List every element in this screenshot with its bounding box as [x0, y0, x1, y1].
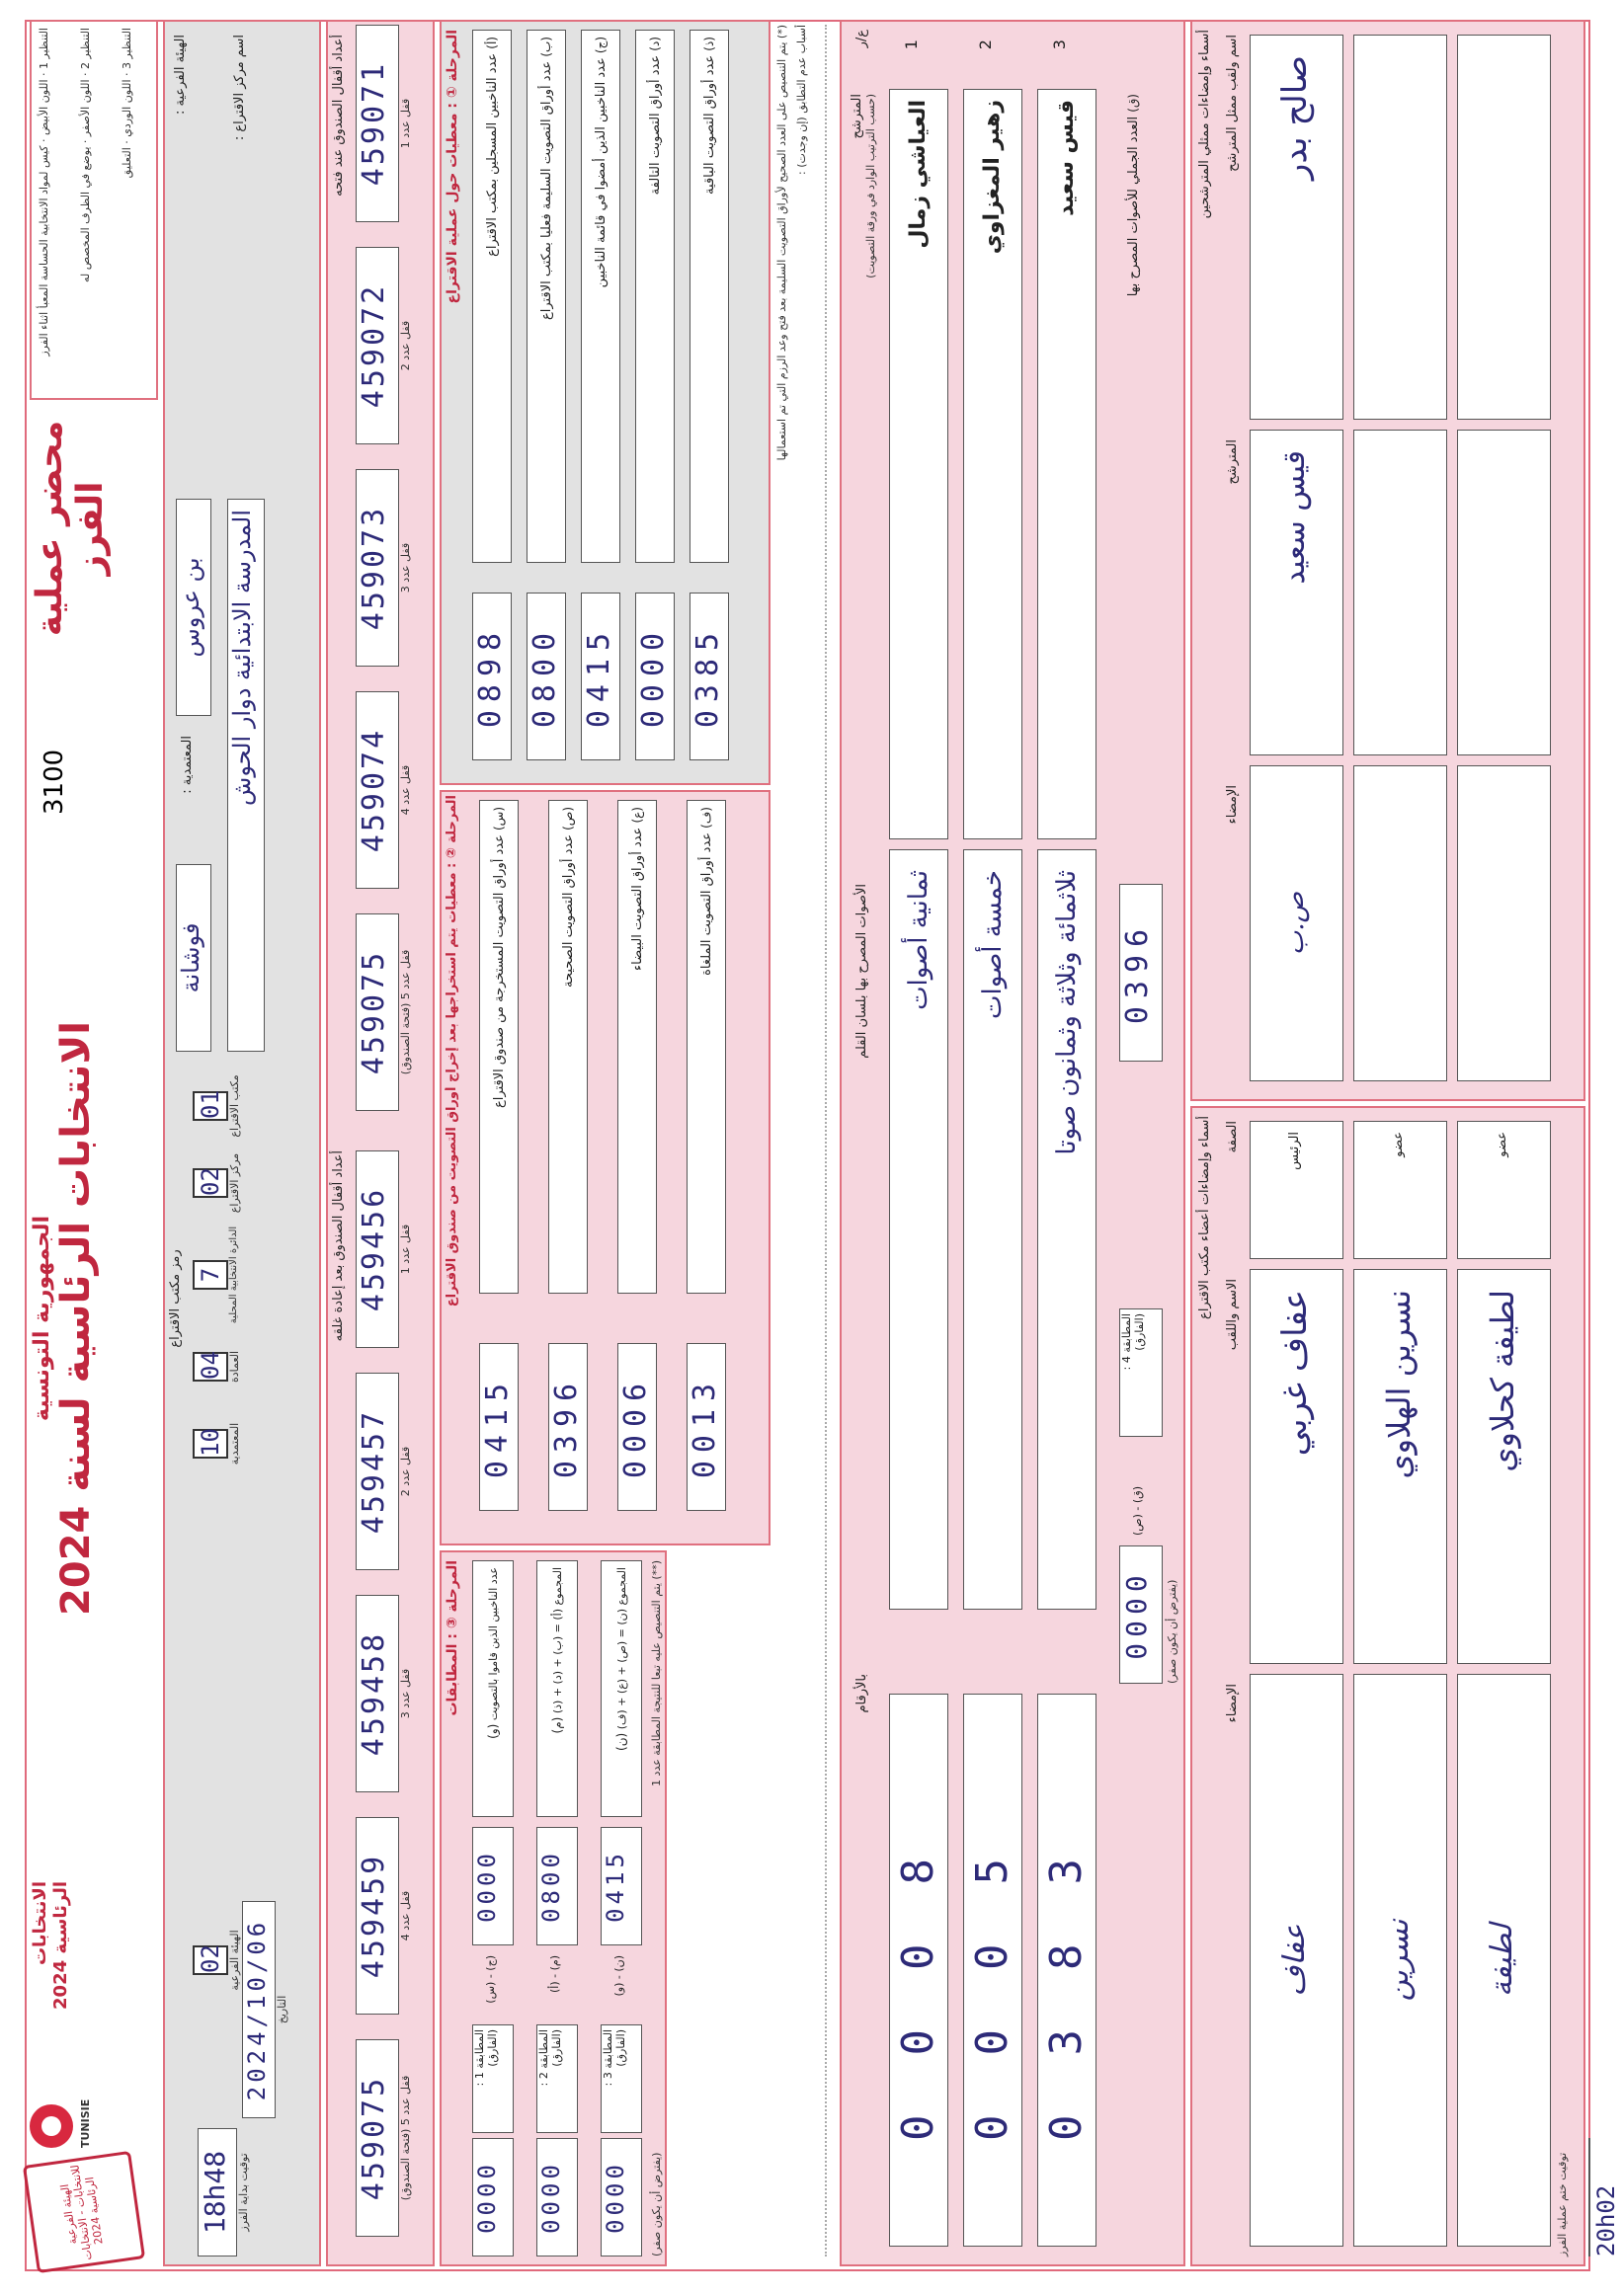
result-rank-1: 1 — [902, 40, 921, 50]
seal-before-1: 459071 — [356, 25, 399, 222]
seals-after-label: أعداد أقفال الصندوق بعد إعادة غلقه — [331, 1150, 346, 1342]
rep-candidate-2 — [1353, 430, 1447, 755]
office-code-label: رمز مكتب الاقتراع — [168, 1249, 183, 1348]
result-rank-2: 2 — [976, 40, 995, 50]
stage2-row-s: (س) عدد أوراق التصويت المستخرجة من صندوق الاقتراع — [479, 800, 519, 1294]
seals-before-label: أعداد أقفال الصندوق عند فتحه — [331, 35, 346, 197]
stage3-match-3: المطابقة 3 : (الفارق) — [601, 2024, 642, 2133]
off-role-2: عضو — [1353, 1121, 1447, 1259]
rep-candidate-3 — [1457, 430, 1551, 755]
date-box — [242, 1901, 288, 2118]
rep-signature-2 — [1353, 765, 1447, 1081]
seal-label-1: قفل عدد 1 — [399, 98, 412, 149]
elections-logo: الانتخابات الرئاسية 2024 — [30, 1881, 71, 2010]
stage1-value-a: 0898 — [472, 593, 512, 760]
date-label: التاريخ — [276, 1995, 288, 2024]
seals-after: 459456 قفل عدد 1 459457 قفل عدد 2 459458 قفل عدد 3 459459 قفل عدد 4 459075 قفل عدد 5 (فتحة الصندوق) — [356, 1150, 430, 2256]
stage3-rows — [472, 1560, 660, 2256]
rep-name-header: اسم ولقب ممثل المترشح — [1225, 35, 1240, 172]
stage2-title: المرحلة ② : معطيات يتم استخراجها بعد إخراج أوراق التصويت من صندوق الاقتراع — [445, 795, 459, 1307]
rep-name-3 — [1457, 35, 1551, 420]
code-imada-label: العمادة — [228, 1350, 241, 1384]
regional-value: بن عروس — [176, 499, 211, 716]
reasons-separator — [825, 25, 827, 2256]
rep-sig-header: الإمضاء — [1225, 785, 1240, 825]
stage1-rows — [472, 30, 759, 770]
stage3-row-3-label: المجموع (ن) = (ص) + (ع) + (ف) (ن) — [601, 1560, 642, 1817]
seal-after-2: 459457 — [356, 1373, 399, 1570]
code-regional: 02 — [193, 1945, 228, 1975]
code-district: 7 — [193, 1260, 228, 1290]
stage3-row-1-label: عدد الناخبين الذين قاموا بالتصويت (و) — [472, 1560, 514, 1817]
stage2-value-ayn: 0006 — [617, 1343, 657, 1511]
code-delegation: 10 — [193, 1429, 228, 1459]
match4-note: (يفترض أن يكون صفر) — [1166, 1579, 1178, 1684]
off-signature-3: لطيفة — [1457, 1674, 1551, 2247]
rep-candidate-1: قيس سعيد — [1250, 430, 1343, 755]
seal-after-4: 459459 — [356, 1817, 399, 2015]
result-votes-2: 0005 — [963, 1694, 1022, 2247]
result-words-1: ثمانية أصوات — [889, 849, 948, 1610]
stage3-side-note: (يفترض أن يكون صفر) — [650, 2152, 663, 2256]
end-time-box — [1556, 2059, 1569, 2256]
stage1-value-d: 0000 — [635, 593, 675, 760]
result-name-3: قيس سعيد — [1037, 89, 1096, 839]
stage3-formula-3: (و) - (ن) — [612, 1955, 625, 1997]
total-value: 0396 — [1119, 884, 1163, 1062]
words-header: الأصوات المصرح بها بلسان القلم — [854, 884, 869, 1059]
stage1-note: (*) يتم التنصيص على العدد الصحيح لأوراق التصويت السليمة بعد فتح وعد الرزم التي تم استعمالها — [775, 25, 788, 461]
seal-after-1: 459456 — [356, 1150, 399, 1348]
seal-label-5: قفل عدد 5 (فتحة الصندوق) — [399, 949, 412, 1075]
form-title: محضر عملية الفرز — [30, 420, 111, 637]
code-district-label: الدائرة الانتخابية المحلية — [228, 1226, 239, 1324]
rep-signature-3 — [1457, 765, 1551, 1081]
end-time-label: توقيت ختم عملية الفرز — [1556, 2152, 1569, 2256]
rep-signature-1: ص.ب — [1250, 765, 1343, 1081]
seals-before — [356, 25, 430, 1131]
stage1-row-b: (ب) عدد أوراق التصويت السليمة فعليا بمكتب الاقتراع — [527, 30, 566, 563]
results-rows — [884, 30, 1111, 2256]
stage3-match-2: المطابقة 2 : (الفارق) — [536, 2024, 578, 2133]
center-label: اسم مركز الاقتراع : — [232, 35, 247, 141]
result-name-2: زهير المغزاوي — [963, 89, 1022, 839]
seal-before-3: 459073 — [356, 469, 399, 667]
stage3-value-1: 0000 — [472, 1827, 514, 1945]
code-office: 01 — [193, 1091, 228, 1121]
off-name-1: عفاف غربي — [1250, 1269, 1343, 1664]
stage3-title: المرحلة ③ : المطابقات — [445, 1560, 460, 1716]
code-regional-label: الهيئة الفرعية — [228, 1930, 241, 1991]
off-name-2: نسرين الهلاوي — [1353, 1269, 1447, 1664]
stage1-row-c: (ج) عدد الناخبين الذين أمضوا في قائمة الناخبين — [581, 30, 620, 563]
seal-label-2: قفل عدد 2 — [399, 320, 412, 371]
stage2-row-sad: (ص) عدد أوراق التصويت الصحيحة — [548, 800, 588, 1294]
stage3-match-1: المطابقة 1 : (الفارق) — [472, 2024, 514, 2133]
seal-before-2: 459072 — [356, 247, 399, 444]
stage2-row-ayn: (ع) عدد أوراق التصويت البيضاء — [617, 800, 657, 1294]
match4-label: المطابقة 4 : (الفارق) — [1119, 1308, 1163, 1437]
result-words-3: ثلاثمائة وثلاثة وثمانون صوتا — [1037, 849, 1096, 1610]
rank-header: ع/ر — [854, 30, 869, 48]
start-time-value: 18h48 — [198, 2128, 237, 2256]
code-center: 02 — [193, 1168, 228, 1198]
seal-after-3: 459458 — [356, 1595, 399, 1792]
stage3-value-3: 0415 — [601, 1827, 642, 1945]
stage3-note: (**) يتم التنصيص عليه تبعا للنتيجة المطابقة عدد 1 — [650, 1560, 663, 1786]
code-office-label: مكتب الاقتراع — [228, 1074, 241, 1138]
header-titles — [30, 775, 99, 1861]
code-imada: 04 — [193, 1352, 228, 1382]
result-votes-1: 0008 — [889, 1694, 948, 2247]
result-words-2: خمسة أصوات — [963, 849, 1022, 1610]
stage2-rows — [479, 800, 756, 1531]
digits-header: بالأرقام — [854, 1674, 869, 1713]
stamp-text: الهيئة الفرعية للانتخابات - الانتخابات الرئاسية 2024 — [57, 2164, 106, 2261]
start-time-box — [198, 2128, 250, 2256]
stage1-value-e: 0385 — [690, 593, 729, 760]
country-title: الجمهورية التونسية — [30, 1215, 54, 1422]
rep-candidate-header: المترشح — [1225, 439, 1240, 485]
off-role-1: الرئيس — [1250, 1121, 1343, 1259]
representatives-title: أسماء وإمضاءات ممثلي المترشحين — [1197, 30, 1212, 219]
seal-before-5: 459075 — [356, 913, 399, 1111]
stage1-value-c: 0415 — [581, 593, 620, 760]
off-name-header: الاسم واللقب — [1225, 1279, 1240, 1351]
off-signature-1: عفاف — [1250, 1674, 1343, 2247]
rep-name-1: صالح بدر — [1250, 35, 1343, 420]
code-regional-box — [193, 1901, 241, 2019]
off-role-3: عضو — [1457, 1121, 1551, 1259]
regional-label: الهيئة الفرعية : — [173, 35, 188, 115]
match4-value: 0000 — [1119, 1545, 1163, 1684]
tunisia-flag-icon — [30, 2104, 73, 2148]
legend-row-2: التنظير 2 · اللون الأصفر · يوضع في الظرف المخصص له — [79, 28, 92, 282]
seal-label-4: قفل عدد 4 — [399, 764, 412, 816]
reasons-label: أسباب عدم التطابق (إن وجدت) : — [795, 25, 808, 175]
seal-after-5: 459075 — [356, 2039, 399, 2237]
result-rank-3: 3 — [1050, 40, 1069, 50]
rep-name-2 — [1353, 35, 1447, 420]
total-label: (ق) العدد الجملي للأصوات المصرح بها — [1126, 94, 1141, 297]
stage3-formula-1: (س) - (ج) — [484, 1955, 497, 2004]
municipality-value: فوشانة — [176, 864, 211, 1052]
stage3-side-2: 0000 — [536, 2138, 578, 2256]
date-value: 2024/10/06 — [242, 1901, 276, 2118]
off-signature-2: نسرين — [1353, 1674, 1447, 2247]
stage1-title: المرحلة ① : معطيات حول عملية الاقتراع — [445, 30, 460, 304]
stage2-row-fa: (ف) عدد أوراق التصويت الملغاة — [687, 800, 726, 1294]
stage2-value-s: 0415 — [479, 1343, 519, 1511]
seal-label-3: قفل عدد 3 — [399, 542, 412, 594]
match4-formula: (ص) - (ق) — [1131, 1486, 1144, 1536]
off-sig-header: الإمضاء — [1225, 1684, 1240, 1723]
center-value: المدرسة الابتدائية دوار الحوش — [227, 499, 265, 1052]
stage1-row-d: (د) عدد أوراق التصويت التالفة — [635, 30, 675, 563]
stage1-row-e: (ذ) عدد أوراق التصويت الباقية — [690, 30, 729, 563]
end-time-line — [1588, 2138, 1590, 2256]
stage3-row-2-label: المجموع (أ) = (ب) + (د) + (ذ) (م) — [536, 1560, 578, 1817]
code-delegation-label: المعتمدية — [228, 1422, 241, 1465]
officials-title: أسماء وإمضاءات أعضاء مكتب الاقتراع — [1197, 1116, 1212, 1319]
legend-row-3: التنظير 3 · اللون الوردي · التعليق — [121, 28, 133, 179]
stage2-value-sad: 0396 — [548, 1343, 588, 1511]
end-time-value: 20h02 — [1592, 2184, 1620, 2256]
seal-before-4: 459074 — [356, 691, 399, 889]
election-title: الانتخابات الرئاسية لسنة 2024 — [53, 1021, 99, 1616]
stage1-value-b: 0800 — [527, 593, 566, 760]
stage3-formula-2: (أ) - (م) — [548, 1955, 561, 1994]
code-center-label: مركز الاقتراع — [228, 1152, 241, 1214]
candidate-header: المترشح (حسب الترتيب الوارد في ورقة التصويت) — [850, 94, 877, 278]
municipality-label: المعتمدية : — [180, 736, 195, 794]
result-name-1: العياشي زمال — [889, 89, 948, 839]
result-votes-3: 0383 — [1037, 1694, 1096, 2247]
legend-row-1: التنظير 1 · اللون الأبيض · كيس لمواد الانتخابية الحساسة المعبأ اثناء الفرز — [38, 28, 50, 356]
off-name-3: لطيفة كحلاوي — [1457, 1269, 1551, 1664]
stage2-value-fa: 0013 — [687, 1343, 726, 1511]
stage3-side-1: 0000 — [472, 2138, 514, 2256]
stage3-value-2: 0800 — [536, 1827, 578, 1945]
stage1-row-a: (أ) عدد الناخبين المسجلين بمكتب الاقتراع — [472, 30, 512, 563]
isie-logo: TUNISIE — [79, 2098, 92, 2148]
official-stamp — [23, 2151, 145, 2273]
off-role-header: الصفة — [1225, 1121, 1240, 1153]
form-number: 3100 — [40, 749, 69, 815]
color-legend — [30, 20, 158, 400]
office-codes — [193, 1071, 301, 1526]
start-time-label: توقيت بداية الفرز — [237, 2153, 250, 2232]
stage3-side-3: 0000 — [601, 2138, 642, 2256]
